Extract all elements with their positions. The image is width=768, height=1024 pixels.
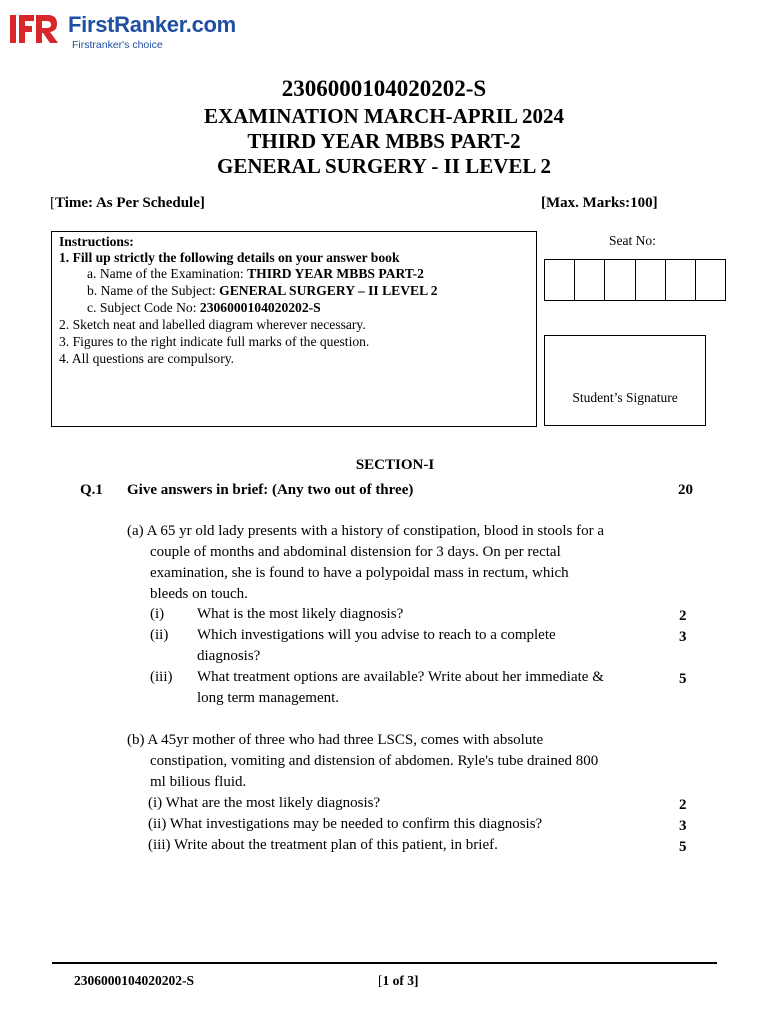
course-title: THIRD YEAR MBBS PART-2 (247, 129, 521, 153)
signature-box (544, 335, 706, 426)
instructions-title: Instructions: (59, 234, 134, 249)
signature-label: Student’s Signature (572, 390, 678, 405)
seat-no-cell (666, 260, 696, 300)
instruction-1a (87, 266, 424, 282)
time-text: Time: As Per Schedule] (55, 195, 205, 211)
firstranker-logo (10, 10, 236, 51)
part-a-sub-ii-marks: 3 (679, 629, 687, 645)
instruction-2: 2. Sketch neat and labelled diagram wherever necessary. (59, 317, 366, 332)
footer-page-bracket: [ (378, 973, 383, 988)
part-a-sub-i-text: What is the most likely diagnosis? (197, 606, 404, 622)
instruction-1b-label: b. Name of the Subject: (87, 283, 220, 298)
part-b-line-1: (b) A 45yr mother of three who had three LSCS, comes with absolute (127, 732, 544, 748)
seat-no-boxes (544, 259, 726, 301)
part-a-sub-ii-number: (ii) (150, 627, 169, 643)
part-a-line-3: examination, she is found to have a polypoidal mass in rectum, which (150, 565, 569, 581)
max-marks-text: [Max. Marks:100] (541, 195, 658, 211)
part-a-sub-iii-text: What treatment options are available? Write about her immediate & (197, 669, 604, 685)
footer-divider (52, 962, 717, 964)
logo-tagline: Firstranker's choice (72, 39, 163, 51)
instruction-1: 1. Fill up strictly the following details on your answer book (59, 250, 400, 265)
part-a-sub-i-marks: 2 (679, 608, 687, 624)
paper-code: 2306000104020202-S (281, 76, 487, 101)
part-a-sub-iii-text-cont: long term management. (197, 690, 340, 706)
instruction-1a-value: THIRD YEAR MBBS PART-2 (247, 266, 424, 281)
instruction-1a-label: a. Name of the Examination: (87, 266, 248, 281)
seat-no-cell (636, 260, 666, 300)
seat-no-cell (696, 260, 725, 300)
seat-no-cell (545, 260, 575, 300)
question-marks: 20 (678, 482, 693, 498)
part-a-sub-i-number: (i) (150, 606, 165, 622)
exam-title: EXAMINATION MARCH-APRIL 2024 (203, 104, 565, 128)
part-b-sub-iii-marks: 5 (679, 839, 687, 855)
part-a-sub-iii-marks: 5 (679, 671, 687, 687)
part-b-line-2: constipation, vomiting and distension of abdomen. Ryle's tube drained 800 (150, 753, 599, 769)
instruction-1c-value: 2306000104020202-S (199, 300, 321, 315)
instruction-1c-label: c. Subject Code No: (87, 300, 200, 315)
time-bracket: [ (50, 195, 55, 211)
firstranker-logo-icon (10, 12, 60, 46)
part-b-sub-i-marks: 2 (679, 797, 687, 813)
footer-page-text: 1 of 3] (382, 973, 419, 988)
logo-text: FirstRanker.com (68, 12, 236, 37)
part-a-line-4: bleeds on touch. (150, 586, 248, 602)
instruction-3: 3. Figures to the right indicate full marks of the question. (59, 334, 370, 349)
question-title: Give answers in brief: (Any two out of three) (127, 482, 414, 498)
section-heading: SECTION-I (355, 457, 435, 473)
part-b-sub-i-text: (i) What are the most likely diagnosis? (148, 795, 381, 811)
instructions-box (51, 231, 537, 427)
part-b-sub-iii-text: (iii) Write about the treatment plan of this patient, in brief. (148, 837, 498, 853)
part-b-sub-ii-text: (ii) What investigations may be needed to confirm this diagnosis? (148, 816, 543, 832)
part-b-sub-ii-marks: 3 (679, 818, 687, 834)
seat-no-cell (605, 260, 635, 300)
part-a-sub-ii-text: Which investigations will you advise to reach to a complete (197, 627, 556, 643)
subject-title: GENERAL SURGERY - II LEVEL 2 (217, 154, 551, 178)
time-info (50, 195, 205, 212)
instruction-1b (87, 283, 438, 299)
instruction-1b-value: GENERAL SURGERY – II LEVEL 2 (219, 283, 438, 298)
part-a-sub-ii-text-cont: diagnosis? (197, 648, 261, 664)
part-b-line-3: ml bilious fluid. (150, 774, 247, 790)
instruction-1c (87, 300, 321, 316)
question-number: Q.1 (80, 482, 103, 498)
seat-no-label: Seat No: (609, 233, 656, 248)
footer-page-number (378, 973, 419, 989)
footer-paper-code: 2306000104020202-S (74, 973, 195, 988)
max-marks (541, 195, 658, 212)
instruction-4: 4. All questions are compulsory. (59, 351, 235, 366)
seat-no-cell (575, 260, 605, 300)
part-a-line-1: (a) A 65 yr old lady presents with a history of constipation, blood in stools for a (127, 523, 605, 539)
part-a-sub-iii-number: (iii) (150, 669, 173, 685)
part-a-line-2: couple of months and abdominal distension for 3 days. On per rectal (150, 544, 561, 560)
